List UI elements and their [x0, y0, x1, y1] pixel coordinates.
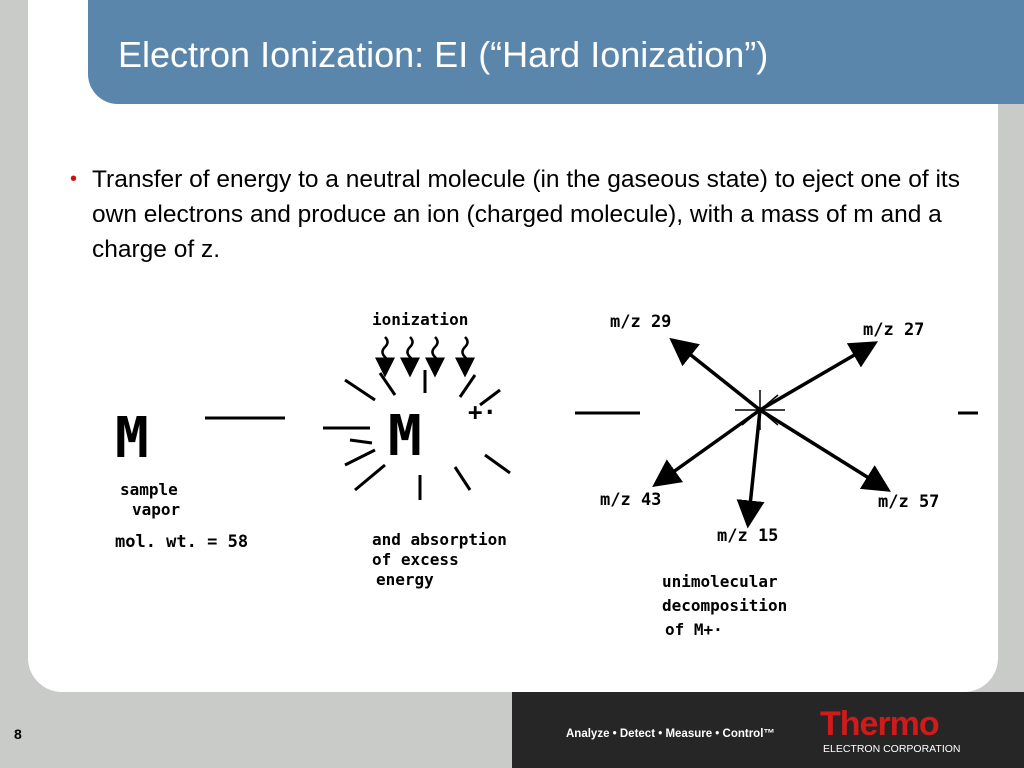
page-number: 8	[14, 726, 22, 742]
sample-label: sample	[120, 480, 178, 499]
absorption-label-2: of excess	[372, 550, 459, 569]
fragment-arrows	[655, 340, 888, 525]
absorption-label-1: and absorption	[372, 530, 507, 549]
slide-title: Electron Ionization: EI (“Hard Ionization”)	[118, 34, 769, 75]
burst-lines	[345, 370, 510, 500]
fragment-57: m/z 57	[878, 492, 940, 512]
fragment-27: m/z 27	[863, 320, 925, 340]
decomposition-label-3: of M+·	[665, 620, 723, 639]
thermo-logo: Thermo	[820, 705, 939, 743]
ion-charge: +·	[468, 398, 497, 426]
ionization-label: ionization	[372, 310, 469, 329]
logo-subtitle: ELECTRON CORPORATION	[823, 743, 961, 755]
energy-waves	[383, 337, 468, 375]
mol-wt-label: mol. wt. = 58	[115, 532, 249, 552]
molecule-label: M	[115, 406, 149, 471]
fragment-15: m/z 15	[717, 526, 779, 546]
absorption-label-3: energy	[376, 570, 434, 589]
fragment-43: m/z 43	[600, 490, 662, 510]
center-burst	[735, 390, 785, 430]
vapor-label: vapor	[132, 500, 181, 519]
bullet-dot-icon: •	[70, 168, 78, 190]
decomposition-label-1: unimolecular	[662, 572, 778, 591]
fragment-29: m/z 29	[610, 312, 672, 332]
ion-label: M	[388, 404, 422, 469]
bullet-text: Transfer of energy to a neutral molecule (in the gaseous state) to eject one of its own electrons and produce an ion (charged molecule), with a mass of m and a charge of z.	[92, 166, 960, 263]
decomposition-label-2: decomposition	[662, 596, 788, 615]
ei-diagram	[80, 295, 990, 660]
footer-tagline: Analyze • Detect • Measure • Control™	[566, 728, 775, 740]
bullet-point	[70, 162, 970, 267]
